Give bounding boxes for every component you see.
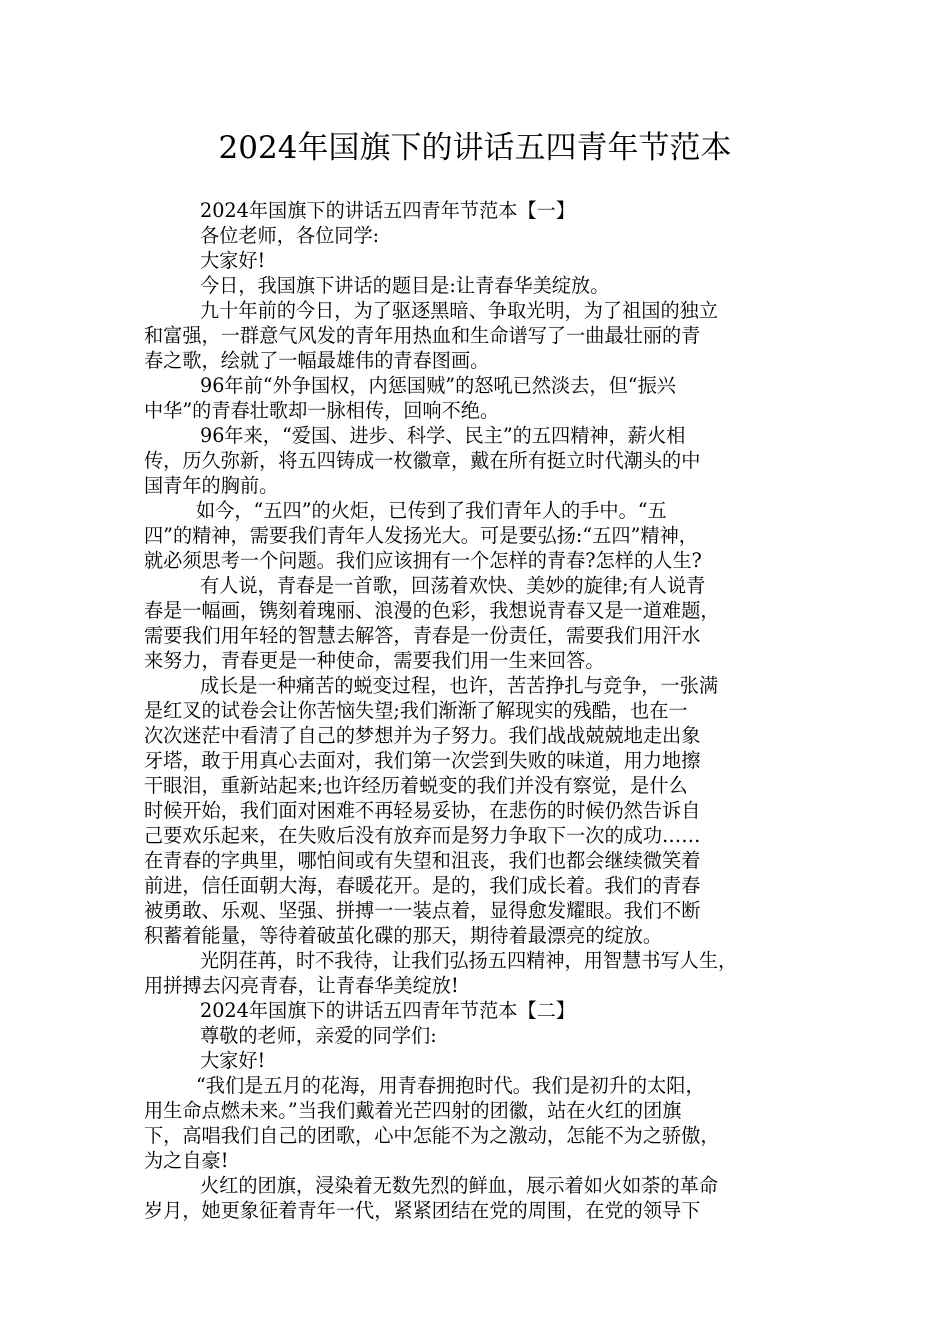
text-line: 96年来，“爱国、进步、科学、民主”的五四精神，薪火相	[200, 424, 686, 447]
section-heading-2: 2024年国旗下的讲话五四青年节范本【二】	[200, 999, 576, 1022]
section-heading-1: 2024年国旗下的讲话五四青年节范本【一】	[200, 199, 576, 222]
text-line: 岁月，她更象征着青年一代，紧紧团结在党的周围，在党的领导下	[144, 1199, 701, 1222]
greeting: 大家好!	[200, 249, 266, 272]
text-line: 需要我们用年轻的智慧去解答，青春是一份责任，需要我们用汗水	[144, 624, 701, 647]
text-line: 次次迷茫中看清了自己的梦想并为子努力。我们战战兢兢地走出象	[144, 724, 701, 747]
text-line: 就必须思考一个问题。我们应该拥有一个怎样的青春?怎样的人生?	[144, 549, 702, 572]
document-body	[144, 198, 806, 1223]
text-line: 用生命点燃未来。”当我们戴着光芒四射的团徽，站在火红的团旗	[144, 1099, 682, 1122]
salutation: 尊敬的老师，亲爱的同学们:	[200, 1024, 437, 1047]
text-line: 春是一幅画，镌刻着瑰丽、浪漫的色彩，我想说青春又是一道难题，	[144, 599, 720, 622]
text-line: 干眼泪，重新站起来;也许经历着蜕变的我们并没有察觉，是什么	[144, 774, 688, 797]
text-line: 来努力，青春更是一种使命，需要我们用一生来回答。	[144, 649, 605, 672]
text-line: “我们是五月的花海，用青春拥抱时代。我们是初升的太阳，	[196, 1074, 705, 1097]
text-line: 如今，“五四”的火炬，已传到了我们青年人的手中。“五	[196, 499, 667, 522]
document-title: 2024年国旗下的讲话五四青年节范本	[218, 130, 732, 166]
text-line: 己要欢乐起来，在失败后没有放弃而是努力争取下一次的成功……	[144, 824, 701, 847]
text-line: 积蓄着能量，等待着破茧化碟的那天，期待着最漂亮的绽放。	[144, 924, 663, 947]
text-line: 和富强，一群意气风发的青年用热血和生命谱写了一曲最壮丽的青	[144, 324, 701, 347]
text-line: 成长是一种痛苦的蜕变过程，也许，苦苦挣扎与竞争，一张满	[200, 674, 719, 697]
text-line: 春之歌，绘就了一幅最雄伟的青春图画。	[144, 349, 490, 372]
text-line: 为之自豪!	[144, 1149, 229, 1172]
text-line: 火红的团旗，浸染着无数先烈的鲜血，展示着如火如荼的革命	[200, 1174, 719, 1197]
greeting: 大家好!	[200, 1049, 266, 1072]
text-line: 前进，信任面朝大海，春暖花开。是的，我们成长着。我们的青春	[144, 874, 701, 897]
salutation: 各位老师，各位同学:	[200, 224, 380, 247]
text-line: 96年前“外争国权，内惩国贼”的怒吼已然淡去，但“振兴	[200, 374, 676, 397]
text-line: 光阴荏苒，时不我待，让我们弘扬五四精神，用智慧书写人生，	[200, 949, 738, 972]
text-line: 在青春的字典里，哪怕间或有失望和沮丧，我们也都会继续微笑着	[144, 849, 701, 872]
text-line: 传，历久弥新，将五四铸成一枚徽章，戴在所有挺立时代潮头的中	[144, 449, 701, 472]
text-line: 时候开始，我们面对困难不再轻易妥协，在悲伤的时候仍然告诉自	[144, 799, 701, 822]
text-line: 中华”的青春壮歌却一脉相传，回响不绝。	[144, 399, 500, 422]
text-line: 牙塔，敢于用真心去面对，我们第一次尝到失败的味道，用力地擦	[144, 749, 701, 772]
text-line: 被勇敢、乐观、坚强、拼搏一一装点着，显得愈发耀眼。我们不断	[144, 899, 701, 922]
text-line: 有人说，青春是一首歌，回荡着欢快、美妙的旋律;有人说青	[200, 574, 706, 597]
text-line: 下，高唱我们自己的团歌，心中怎能不为之激动，怎能不为之骄傲，	[144, 1124, 720, 1147]
text-line: 今日，我国旗下讲话的题目是:让青春华美绽放。	[200, 274, 610, 297]
text-line: 九十年前的今日，为了驱逐黑暗、争取光明，为了祖国的独立	[200, 299, 719, 322]
text-line: 四”的精神，需要我们青年人发扬光大。可是要弘扬:“五四”精神，	[144, 524, 698, 547]
text-line: 用拼搏去闪亮青春，让青春华美绽放!	[144, 974, 459, 997]
text-line: 国青年的胸前。	[144, 474, 279, 497]
text-line: 是红叉的试卷会让你苦恼失望;我们渐渐了解现实的残酷，也在一	[144, 699, 688, 722]
